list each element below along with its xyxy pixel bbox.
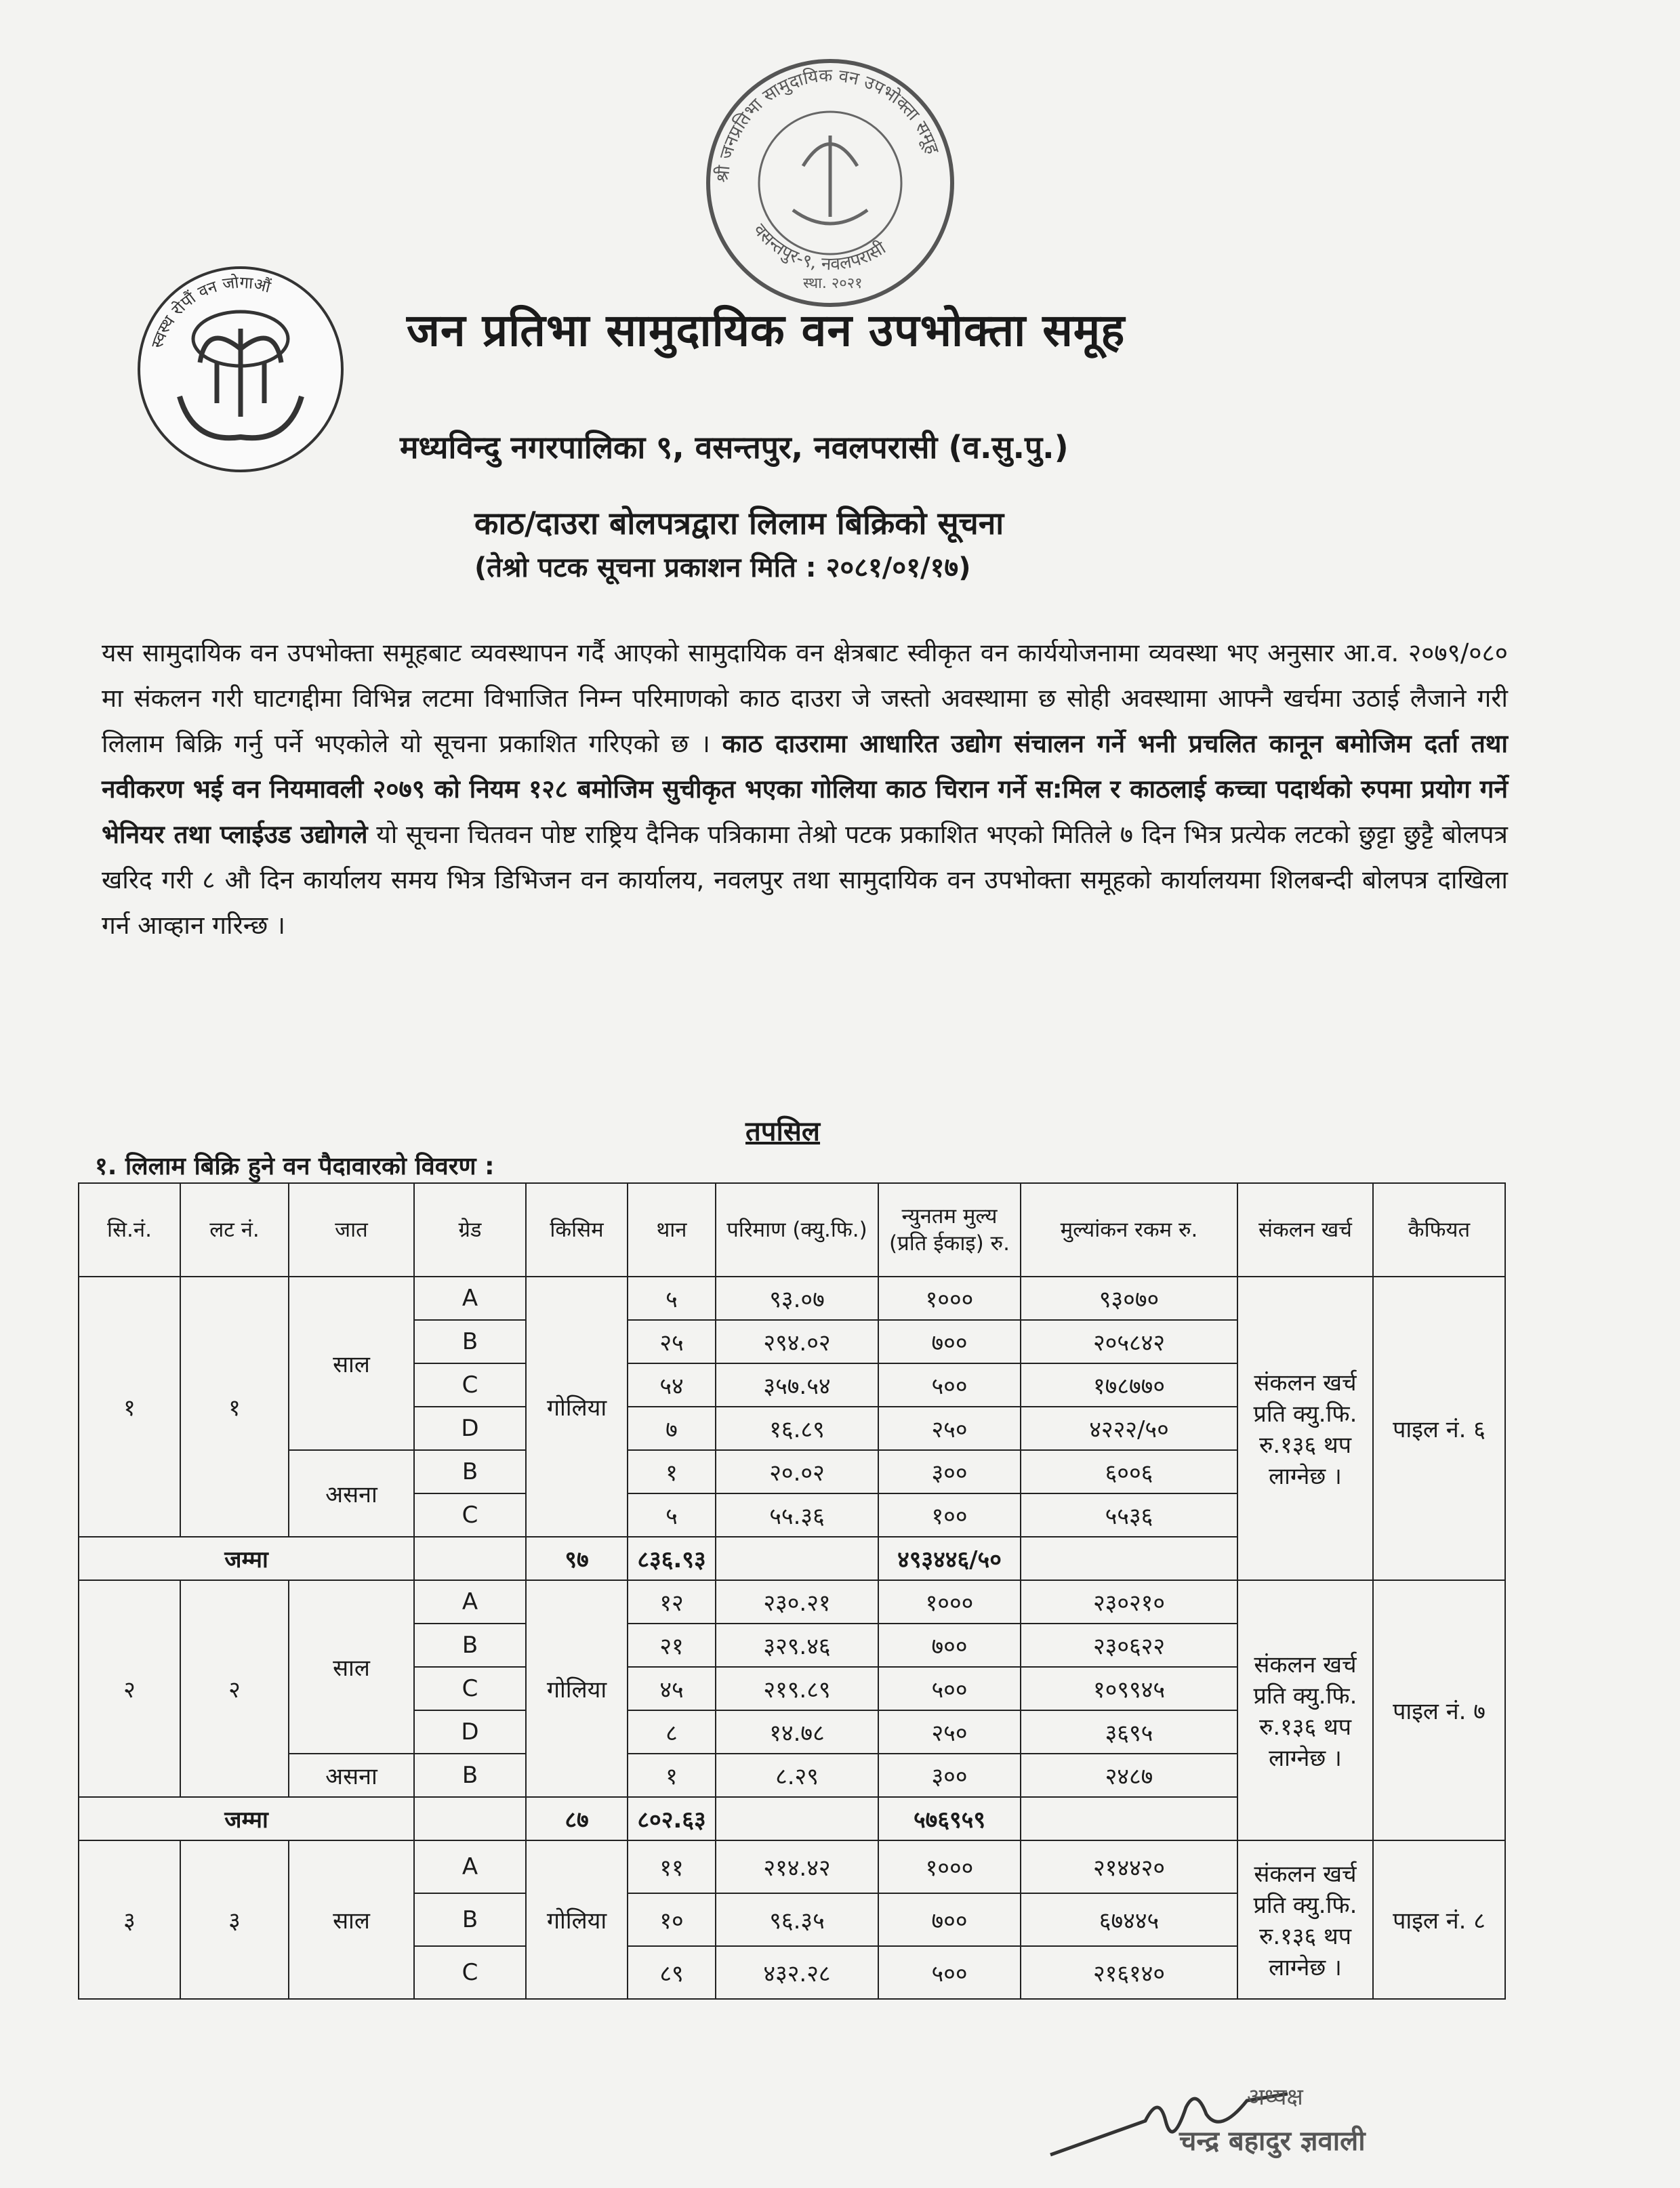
cell-amt: २१४४२०	[1021, 1840, 1237, 1893]
cell-species: साल	[289, 1580, 414, 1754]
lot-table	[78, 1182, 1506, 2000]
cell-min: ७००	[878, 1893, 1021, 1946]
cell-grade: A	[414, 1840, 526, 1893]
body-text: यस सामुदायिक वन उपभोक्ता समूहबाट व्यवस्थापन गर्दै आएको सामुदायिक वन क्षेत्रबाट स्वीकृत वन कार्ययोजनामा व्यवस्था भए अनुसार आ.व. २०७९/०८० मा संकलन गरी घाटगद्दीमा विभिन्न लटमा विभाजित निम्न परिमाणको काठ दाउरा जे जस्तो अवस्थामा छ सोही अवस्थामा आफ्नै खर्चमा उठाई लैजाने गरी लिलाम बिक्रि गर्नु पर्ने भएकोले यो सूचना प्रकाशित गरिएको छ ।	[102, 638, 1508, 758]
cell-lot: ३	[180, 1840, 289, 1999]
cell-type: गोलिया	[526, 1277, 628, 1537]
stamp-text: श्री जनप्रतिभा सामुदायिक वन उपभोक्ता समूह	[712, 65, 943, 184]
cell-qty: ३५७.५४	[716, 1363, 878, 1407]
cell-amt: ४२२२/५०	[1021, 1407, 1237, 1450]
cell-species: असना	[289, 1754, 414, 1797]
cell-qty: १६.८९	[716, 1407, 878, 1450]
cell-than: १	[628, 1450, 716, 1493]
tapsil-heading: तपसिल	[745, 1116, 821, 1147]
total-amt: ४९३४४६/५०	[878, 1537, 1021, 1580]
total-label: जम्मा	[79, 1537, 414, 1580]
total-type-empty	[414, 1797, 526, 1840]
cell-min: ३००	[878, 1754, 1021, 1797]
cell-qty: २३०.२१	[716, 1580, 878, 1624]
total-min-empty	[716, 1797, 878, 1840]
cell-than: ११	[628, 1840, 716, 1893]
total-than: ८७	[526, 1797, 628, 1840]
svg-text:वसन्तपुर-९, नवलपरासी	[749, 220, 890, 274]
cell-min: ५००	[878, 1667, 1021, 1710]
header-cell: लट नं.	[180, 1183, 289, 1277]
cell-remark: पाइल नं. ८	[1373, 1840, 1505, 1999]
logo-text: स्वस्थ रोपौं वन जोगाऔं	[147, 272, 273, 350]
cell-grade: C	[414, 1493, 526, 1537]
cell-qty: २१९.८९	[716, 1667, 878, 1710]
cell-qty: २१४.४२	[716, 1840, 878, 1893]
cell-than: १०	[628, 1893, 716, 1946]
cell-than: ८९	[628, 1946, 716, 1999]
body-tail-text: यो सूचना चितवन पोष्ट राष्ट्रिय दैनिक पत्रिकामा तेश्रो पटक प्रकाशित भएको मितिले ७ दिन भित्र प्रत्येक लटको छुट्टा छुट्टै बोलपत्र खरिद गरी ८ औ दिन कार्यालय समय भित्र डिभिजन वन कार्यालय, नवलपुर तथा सामुदायिक वन उपभोक्ता समूहको कार्यालयमा शिलबन्दी बोलपत्र दाखिला गर्न आव्हान गरिन्छ ।	[102, 820, 1508, 940]
table-row	[79, 1277, 1505, 1320]
notice-subject: काठ/दाउरा बोलपत्रद्वारा लिलाम बिक्रिको सूचना	[474, 505, 1004, 541]
cell-grade: B	[414, 1624, 526, 1667]
header-cell: थान	[628, 1183, 716, 1277]
cell-lot: १	[180, 1277, 289, 1537]
total-than: ९७	[526, 1537, 628, 1580]
cell-than: ५	[628, 1277, 716, 1320]
signature-role: अध्यक्ष	[1247, 2084, 1303, 2111]
total-label: जम्मा	[79, 1797, 414, 1840]
cell-amt: ६००६	[1021, 1450, 1237, 1493]
cell-amt: ६७४४५	[1021, 1893, 1237, 1946]
cell-min: १००	[878, 1493, 1021, 1537]
header-cell: कैफियत	[1373, 1183, 1505, 1277]
cell-qty: ४३२.२८	[716, 1946, 878, 1999]
total-min-empty	[716, 1537, 878, 1580]
office-stamp	[701, 54, 959, 312]
detail-heading: १. लिलाम बिक्रि हुने वन पैदावारको विवरण :	[95, 1153, 495, 1180]
cell-min: ७००	[878, 1320, 1021, 1363]
cell-than: २५	[628, 1320, 716, 1363]
header-cell: परिमाण (क्यु.फि.)	[716, 1183, 878, 1277]
cell-than: ७	[628, 1407, 716, 1450]
cell-amt: ९३०७०	[1021, 1277, 1237, 1320]
cell-remark: पाइल नं. ६	[1373, 1277, 1505, 1580]
cell-grade: D	[414, 1710, 526, 1754]
cell-type: गोलिया	[526, 1840, 628, 1999]
cell-collection: संकलन खर्च प्रति क्यु.फि. रु.१३६ थप लाग्नेछ ।	[1237, 1840, 1373, 1999]
header-cell: न्युनतम मुल्य (प्रति ईकाइ) रु.	[878, 1183, 1021, 1277]
header-cell: संकलन खर्च	[1237, 1183, 1373, 1277]
total-type-empty	[414, 1537, 526, 1580]
cell-species: साल	[289, 1277, 414, 1450]
group-title: जन प्रतिभा सामुदायिक वन उपभोक्ता समूह	[407, 304, 1126, 356]
cell-type: गोलिया	[526, 1580, 628, 1797]
cell-grade: A	[414, 1580, 526, 1624]
cell-collection: संकलन खर्च प्रति क्यु.फि. रु.१३६ थप लाग्नेछ ।	[1237, 1580, 1373, 1840]
cell-amt: २३०२१०	[1021, 1580, 1237, 1624]
cell-grade: B	[414, 1450, 526, 1493]
cell-than: ८	[628, 1710, 716, 1754]
cell-min: २५०	[878, 1407, 1021, 1450]
stamp-place: वसन्तपुर-९, नवलपरासी	[749, 220, 890, 275]
notice-body	[102, 630, 1508, 948]
body-bold-text: काठ दाउरामा आधारित उद्योग संचालन गर्ने भनी प्रचलित कानून बमोजिम दर्ता तथा नवीकरण भई वन नियमावली २०७९ को नियम १२८ बमोजिम सुचीकृत भएका गोलिया काठ चिरान गर्ने स:मिल र काठलाई कच्चा पदार्थको रुपमा प्रयोग गर्ने भेनियर तथा प्लाईउड उद्योगले	[102, 729, 1509, 849]
cell-than: १२	[628, 1580, 716, 1624]
cell-amt: २४८७	[1021, 1754, 1237, 1797]
cell-grade: B	[414, 1754, 526, 1797]
header-cell: ग्रेड	[414, 1183, 526, 1277]
cell-sn: १	[79, 1277, 180, 1537]
cell-than: १	[628, 1754, 716, 1797]
total-amt: ५७६९५९	[878, 1797, 1021, 1840]
publish-date: (तेश्रो पटक सूचना प्रकाशन मिति : २०८१/०१/१७)	[474, 552, 971, 583]
header-cell: सि.नं.	[79, 1183, 180, 1277]
cell-than: ४५	[628, 1667, 716, 1710]
cell-min: ३००	[878, 1450, 1021, 1493]
cell-species: असना	[289, 1450, 414, 1537]
cell-qty: ५५.३६	[716, 1493, 878, 1537]
cell-remark: पाइल नं. ७	[1373, 1580, 1505, 1840]
cell-than: २१	[628, 1624, 716, 1667]
cell-sn: ३	[79, 1840, 180, 1999]
cell-amt: ३६९५	[1021, 1710, 1237, 1754]
cell-qty: १४.७८	[716, 1710, 878, 1754]
cell-than: ५४	[628, 1363, 716, 1407]
header-cell: किसिम	[526, 1183, 628, 1277]
signature-name: चन्द्र बहादुर ज्ञवाली	[1179, 2126, 1366, 2157]
cell-amt: २३०६२२	[1021, 1624, 1237, 1667]
cell-qty: २९४.०२	[716, 1320, 878, 1363]
cell-amt: २०५८४२	[1021, 1320, 1237, 1363]
cell-min: १०००	[878, 1580, 1021, 1624]
table-row	[79, 1840, 1505, 1893]
cell-min: ७००	[878, 1624, 1021, 1667]
svg-text:श्री जनप्रतिभा सामुदायिक वन उप	[712, 66, 943, 184]
cell-qty: ९६.३५	[716, 1893, 878, 1946]
cell-species: साल	[289, 1840, 414, 1999]
cell-grade: C	[414, 1946, 526, 1999]
cell-grade: C	[414, 1363, 526, 1407]
cell-than: ५	[628, 1493, 716, 1537]
total-qty: ८३६.९३	[628, 1537, 716, 1580]
group-address: मध्यविन्दु नगरपालिका ९, वसन्तपुर, नवलपरासी (व.सु.पु.)	[400, 429, 1069, 466]
cell-min: १०००	[878, 1277, 1021, 1320]
cell-min: ५००	[878, 1363, 1021, 1407]
cell-lot: २	[180, 1580, 289, 1797]
stamp-year: स्था. २०२१	[803, 275, 863, 292]
cell-sn: २	[79, 1580, 180, 1797]
cell-qty: ८.२९	[716, 1754, 878, 1797]
table-row	[79, 1580, 1505, 1624]
cell-grade: B	[414, 1320, 526, 1363]
cell-collection: संकलन खर्च प्रति क्यु.फि. रु.१३६ थप लाग्नेछ ।	[1237, 1277, 1373, 1580]
cell-qty: ३२९.४६	[716, 1624, 878, 1667]
cell-amt: २१६१४०	[1021, 1946, 1237, 1999]
cell-amt: १७८७७०	[1021, 1363, 1237, 1407]
cell-grade: C	[414, 1667, 526, 1710]
cell-min: ५००	[878, 1946, 1021, 1999]
group-logo	[132, 261, 349, 478]
cell-min: १०००	[878, 1840, 1021, 1893]
cell-qty: २०.०२	[716, 1450, 878, 1493]
header-cell: मुल्यांकन रकम रु.	[1021, 1183, 1237, 1277]
header-cell: जात	[289, 1183, 414, 1277]
cell-amt: ५५३६	[1021, 1493, 1237, 1537]
cell-qty: ९३.०७	[716, 1277, 878, 1320]
cell-grade: D	[414, 1407, 526, 1450]
table-header-row	[79, 1183, 1505, 1277]
cell-min: २५०	[878, 1710, 1021, 1754]
cell-grade: A	[414, 1277, 526, 1320]
total-qty: ८०२.६३	[628, 1797, 716, 1840]
cell-amt: १०९९४५	[1021, 1667, 1237, 1710]
cell-grade: B	[414, 1893, 526, 1946]
